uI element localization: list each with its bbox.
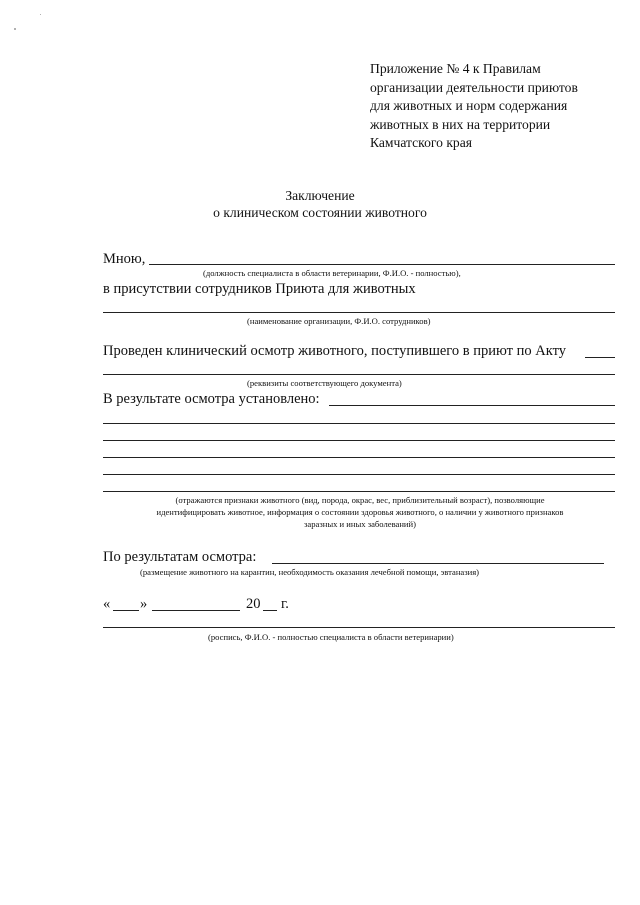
signs-caption <box>100 494 620 530</box>
appendix-note <box>370 60 630 153</box>
date-month-field[interactable] <box>152 610 240 611</box>
document-title: Заключение <box>285 188 355 203</box>
date-close-quote: » <box>140 596 148 612</box>
document-details-field[interactable] <box>103 374 615 375</box>
date-year-prefix: 20 <box>246 596 261 612</box>
signs-caption-line: заразных и иных заболеваний) <box>304 519 416 529</box>
appendix-line: организации деятельности приютов <box>370 79 578 95</box>
date-day-field[interactable] <box>113 610 139 611</box>
organization-caption: (наименование организации, Ф.И.О. сотрудников) <box>247 316 431 326</box>
result-label: В результате осмотра установлено: <box>103 391 320 407</box>
appendix-line: животных в них на территории <box>370 116 551 132</box>
date-open-quote: « <box>103 596 111 612</box>
specialist-field[interactable] <box>149 264 615 265</box>
appendix-line: Камчатского края <box>370 135 473 150</box>
appendix-line: для животных и норм содержания <box>370 98 568 113</box>
date-year-suffix: г. <box>281 596 289 612</box>
scan-speck <box>14 28 16 30</box>
result-field[interactable] <box>329 405 615 406</box>
outcome-field[interactable] <box>272 563 604 564</box>
scan-speck <box>40 14 41 15</box>
outcome-caption: (размещение животного на карантин, необходимость оказания лечебной помощи, эвтаназия) <box>140 567 480 577</box>
document-details-caption: (реквизиты соответствующего документа) <box>247 378 402 388</box>
date-year-field[interactable] <box>263 610 277 611</box>
result-field[interactable] <box>103 491 615 492</box>
document-subtitle: о клиническом состоянии животного <box>213 205 427 220</box>
result-field[interactable] <box>103 474 615 475</box>
result-field[interactable] <box>103 440 615 441</box>
act-number-field[interactable] <box>585 357 615 358</box>
organization-field[interactable] <box>103 312 615 313</box>
exam-label: Проведен клинический осмотр животного, поступившего в приют по Акту <box>103 343 566 359</box>
result-field[interactable] <box>103 423 615 424</box>
result-field[interactable] <box>103 457 615 458</box>
specialist-caption: (должность специалиста в области ветеринарии, Ф.И.О. - полностью), <box>203 268 461 278</box>
presence-label: в присутствии сотрудников Приюта для животных <box>103 281 416 297</box>
signs-caption-line: (отражаются признаки животного (вид, порода, окрас, вес, приблизительный возраст), позволяющие <box>175 495 545 505</box>
signature-caption: (роспись, Ф.И.О. - полностью специалиста в области ветеринарии) <box>208 632 454 642</box>
appendix-line: Приложение № 4 к Правилам <box>370 61 541 76</box>
signs-caption-line: идентифицировать животное, информация о состоянии здоровья животного, о наличии у животного признаков <box>156 507 564 517</box>
by-me-label: Мною, <box>103 251 146 267</box>
outcome-label: По результатам осмотра: <box>103 549 257 565</box>
signature-field[interactable] <box>103 627 615 628</box>
